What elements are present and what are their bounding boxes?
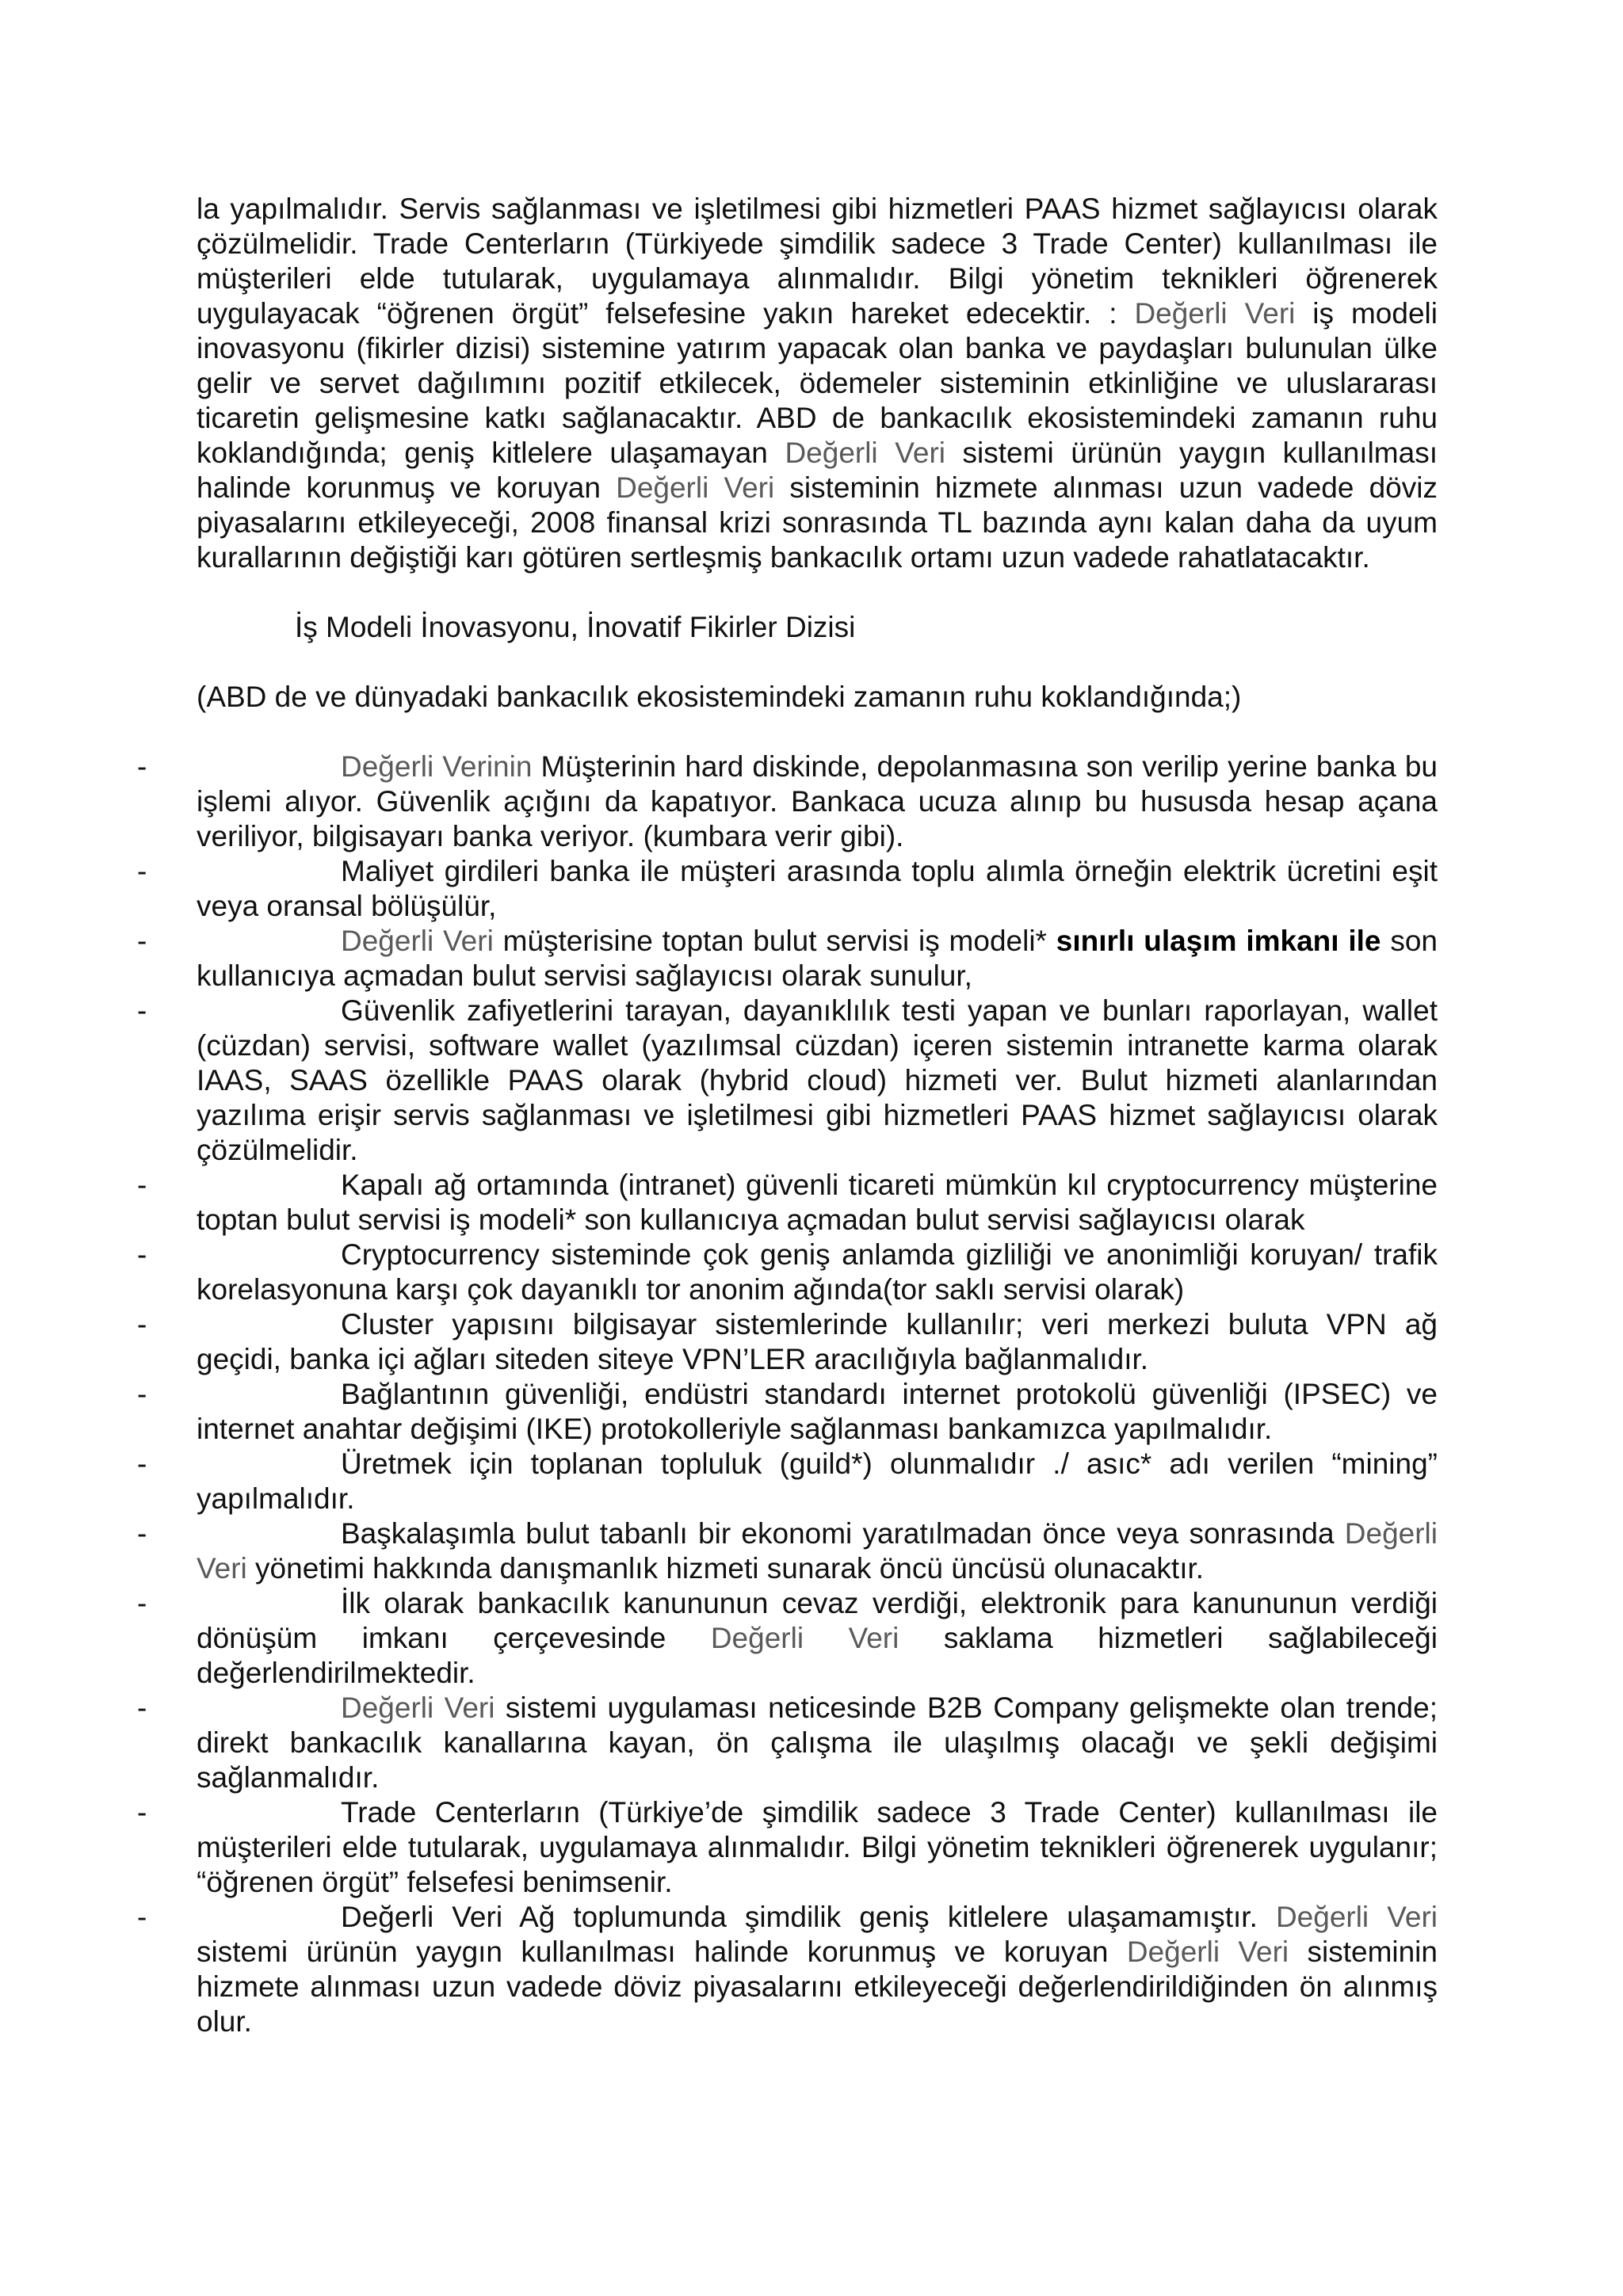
bullet-dash: - — [137, 994, 147, 1027]
list-item-text: Trade Centerların (Türkiye’de şimdilik sadece 3 Trade Center) kullanılması ile müşterileri elde tutularak, uygulamaya alınmalıdır. Bilgi yönetim teknikleri öğrenerek uygulanır; “öğrenen örgüt” felsefesi benimsenir. — [197, 1796, 1438, 1898]
list-item — [137, 1691, 1438, 1795]
list-item-text: Başkalaşımla bulut tabanlı bir ekonomi yaratılmadan önce veya sonrasında — [341, 1517, 1345, 1550]
bold-phrase: sınırlı ulaşım imkanı ile — [1056, 925, 1381, 957]
bullet-dash: - — [137, 1169, 147, 1201]
list-item-text-cont: son kullanıcıya açmadan bulut servisi sağlayıcısı olarak sunulur, — [197, 925, 1438, 992]
bullet-dash: - — [137, 1378, 147, 1410]
list-item-text: Güvenlik zafiyetlerini tarayan, dayanıklılık testi yapan ve bunları raporlayan, wallet (cüzdan) servisi, software wallet (yazılımsal cüzdan) içeren sistemin intranette karma olarak IAAS, SAAS özellikle PAAS olarak (hybrid cloud) hizmeti ver. Bulut hizmeti alanlarından yazılıma erişir servis sağlanması ve işletilmesi gibi hizmetleri PAAS hizmet sağlayıcısı olarak çözülmelidir. — [197, 994, 1438, 1166]
list-item-text: sistemi uygulaması neticesinde B2B Company gelişmekte olan trende; direkt bankacılık kanallarına kayan, ön çalışma ile ulaşılmış olacağı ve şekli değişimi sağlanmalıdır. — [197, 1691, 1438, 1794]
intro-paragraph — [197, 192, 1438, 575]
list-item-text: Kapalı ağ ortamında (intranet) güvenli ticareti mümkün kıl cryptocurrency müşterine toptan bulut servisi iş modeli* son kullanıcıya açmadan bulut servisi sağlayıcısı olarak — [197, 1169, 1438, 1236]
intro-text-2: iş modeli inovasyonu (fikirler dizisi) sistemine yatırım yapacak olan banka ve paydaşları bulunulan ülke gelir ve servet dağılımını pozitif etkilecek, ödemeler sisteminin etkinliğine ve uluslararası ticaretin gelişmesine katkı sağlanacaktır. ABD de bankacılık ekosistemindeki zamanın ruhu koklandığında; geniş kitlelere ulaşamayan — [197, 297, 1438, 469]
list-item — [137, 994, 1438, 1168]
bullet-dash: - — [137, 1691, 147, 1724]
list-item-text: müşterisine toptan bulut servisi iş modeli* — [493, 925, 1056, 957]
highlight-term: Değerli Veri — [710, 1622, 899, 1654]
list-item-text: İlk olarak bankacılık kanununun cevaz verdiği, elektronik para kanununun verdiği dönüşüm imkanı çerçevesinde — [197, 1587, 1438, 1654]
list-item — [137, 1307, 1438, 1377]
intro-text-3: sistemi ürünün yaygın kullanılması halinde korunmuş ve koruyan — [197, 437, 1438, 504]
list-item — [137, 924, 1438, 994]
list-item-text-end: sisteminin hizmete alınması uzun vadede döviz piyasalarını etkileyeceği değerlendirildiğinden ön alınmış olur. — [197, 1936, 1438, 2038]
list-item-text: Değerli Veri Ağ toplumunda şimdilik geniş kitlelere ulaşamamıştır. — [341, 1901, 1276, 1933]
list-item-text: Cryptocurrency sisteminde çok geniş anlamda gizliliği ve anonimliği koruyan/ trafik korelasyonuna karşı çok dayanıklı tor anonim ağında(tor saklı servisi olarak) — [197, 1238, 1438, 1306]
list-item — [137, 749, 1438, 854]
list-item — [137, 1586, 1438, 1691]
bullet-list — [137, 749, 1438, 2039]
list-item-text: Müşterinin hard diskinde, depolanmasına son verilip yerine banka bu işlemi alıyor. Güvenlik açığını da kapatıyor. Bankaca ucuza alınıp bu hususda hesap açana veriliyor, bilgisayarı banka veriyor. (kumbara verir gibi). — [197, 750, 1438, 852]
highlight-term: Değerli Verinin — [341, 750, 533, 783]
section-heading: İş Modeli İnovasyonu, İnovatif Fikirler Dizisi — [295, 611, 856, 643]
bullet-dash: - — [137, 1796, 147, 1829]
bullet-dash: - — [137, 1238, 147, 1271]
list-item-text: Bağlantının güvenliği, endüstri standardı internet protokolü güvenliği (IPSEC) ve internet anahtar değişimi (IKE) protokolleriyle sağlanması bankamızca yapılmalıdır. — [197, 1378, 1438, 1445]
highlight-term-2: Değerli Veri — [1126, 1936, 1289, 1968]
highlight-term: Değerli Veri — [197, 1517, 1438, 1585]
list-item — [137, 1238, 1438, 1307]
list-item — [137, 1377, 1438, 1447]
highlight-term: Değerli Veri — [341, 925, 494, 957]
bullet-dash: - — [137, 1308, 147, 1341]
list-item-text-cont: saklama hizmetleri sağlabileceği değerlendirilmektedir. — [197, 1622, 1438, 1689]
list-item — [137, 854, 1438, 924]
list-item — [137, 1168, 1438, 1238]
highlight-term: Değerli Veri — [341, 1691, 495, 1724]
list-item — [137, 1516, 1438, 1586]
intro-highlight-1: Değerli Veri — [1134, 297, 1296, 330]
list-item-text: Üretmek için toplanan topluluk (guild*) olunmalıdır ./ asıc* adı verilen “mining” yapılmalıdır. — [197, 1447, 1438, 1515]
bullet-dash: - — [137, 1587, 147, 1619]
list-item — [137, 1900, 1438, 2039]
list-item-text-cont: yönetimi hakkında danışmanlık hizmeti sunarak öncü üncüsü olunacaktır. — [246, 1552, 1205, 1585]
bullet-dash: - — [137, 1447, 147, 1480]
highlight-term: Değerli Veri — [1275, 1901, 1438, 1933]
document-body — [137, 192, 1438, 2039]
intro-highlight-2: Değerli Veri — [785, 437, 945, 469]
bullet-dash: - — [137, 925, 147, 957]
bullet-dash: - — [137, 1901, 147, 1933]
list-item-text-cont: sistemi ürünün yaygın kullanılması halinde korunmuş ve koruyan — [197, 1936, 1127, 1968]
bullet-dash: - — [137, 855, 147, 887]
list-item-text: Maliyet girdileri banka ile müşteri arasında toplu alımla örneğin elektrik ücretini eşit veya oransal bölüşülür, — [197, 855, 1438, 922]
bullet-dash: - — [137, 1517, 147, 1550]
list-item — [137, 1795, 1438, 1900]
section-subheading: (ABD de ve dünyadaki bankacılık ekosistemindeki zamanın ruhu koklandığında;) — [197, 681, 1242, 713]
intro-text-4: sisteminin hizmete alınması uzun vadede döviz piyasalarını etkileyeceği, 2008 finansal krizi sonrasında TL bazında aynı kalan daha da uyum kurallarının değiştiği karı götüren sertleşmiş bankacılık ortamı uzun vadede rahatlatacaktır. — [197, 471, 1438, 574]
intro-text-1: la yapılmalıdır. Servis sağlanması ve işletilmesi gibi hizmetleri PAAS hizmet sağlayıcısı olarak çözülmelidir. Trade Centerların (Türkiyede şimdilik sadece 3 Trade Center) kullanılması ile müşterileri elde tutularak, uygulamaya alınmalıdır. Bilgi yönetim teknikleri öğrenerek uygulayacak “öğrenen örgüt” felsefesine yakın hareket edecektir. : — [197, 193, 1438, 330]
list-item — [137, 1447, 1438, 1516]
bullet-dash: - — [137, 750, 147, 783]
intro-highlight-3: Değerli Veri — [616, 471, 775, 504]
list-item-text: Cluster yapısını bilgisayar sistemlerinde kullanılır; veri merkezi buluta VPN ağ geçidi, banka içi ağları siteden siteye VPN’LER aracılığıyla bağlanmalıdır. — [197, 1308, 1438, 1375]
